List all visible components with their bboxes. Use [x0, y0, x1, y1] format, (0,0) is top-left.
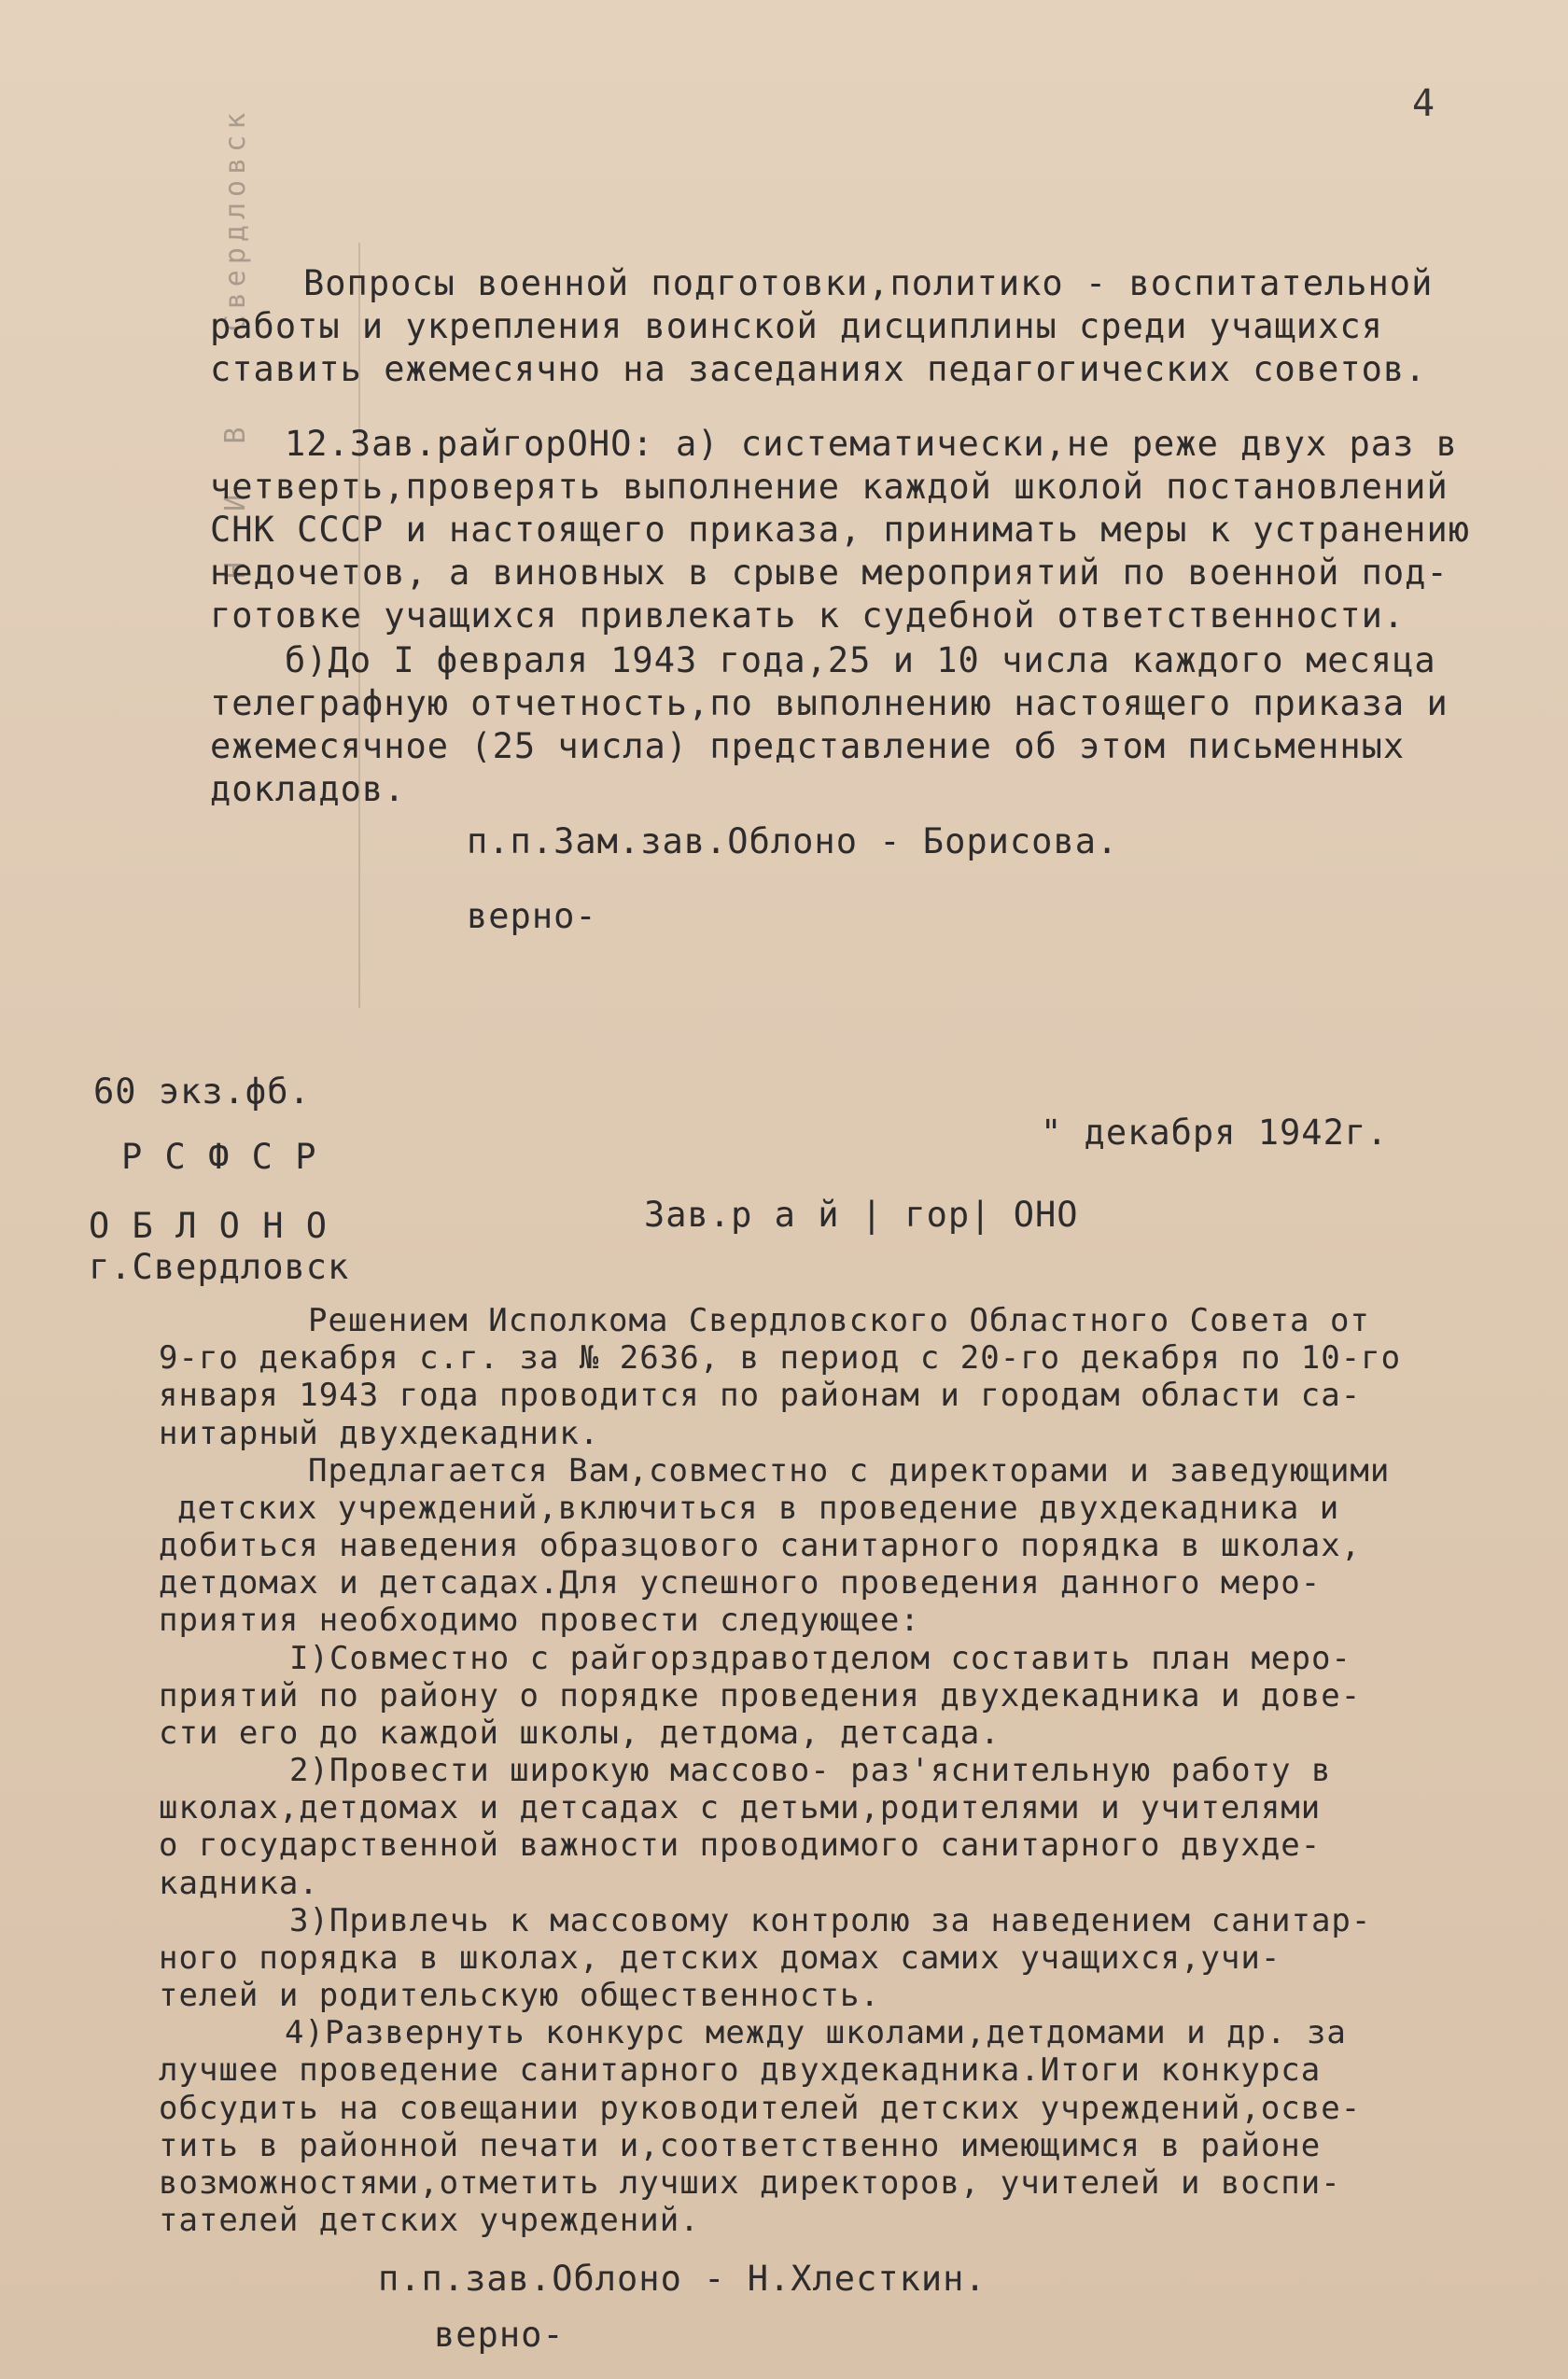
org-line-city: г.Свердловск [89, 1247, 350, 1287]
order1-line: б)До I февраля 1943 года,25 и 10 числа каждого месяца [285, 640, 1436, 680]
order1-line: Вопросы военной подготовки,политико - воспитательной [303, 263, 1434, 303]
letter-line: о государственной важности проводимого санитарного двухде- [159, 1826, 1322, 1864]
order1-line: четверть,проверять выполнение каждой школой постановлений [210, 467, 1449, 507]
letter-line: 2)Провести широкую массово- раз'яснительную работу в [289, 1752, 1332, 1789]
letter-line: 4)Развернуть конкурс между школами,детдомами и др. за [285, 2014, 1347, 2051]
letter-line: сти его до каждой школы, детдома, детсада. [159, 1714, 1001, 1752]
letter-line: 9-го декабря с.г. за № 2636, в период с 20-го декабря по 10-го [159, 1339, 1402, 1377]
order1-line: 12.Зав.райгорОНО: а) систематически,не реже двух раз в [285, 424, 1458, 464]
letter-line: тателей детских учреждений. [159, 2202, 700, 2239]
letter-line: 3)Привлечь к массовому контролю за наведением санитар- [289, 1902, 1372, 1939]
org-line-oblono: О Б Л О Н О [89, 1206, 329, 1246]
letter-line: детских учреждений,включиться в проведение двухдекадника и [177, 1490, 1340, 1527]
letter-line: школах,детдомах и детсадах с детьми,родителями и учителями [159, 1789, 1322, 1826]
order1-line: ставить ежемесячно на заседаниях педагогических советов. [210, 349, 1427, 389]
addressee: Зав.р а й | гор| ОНО [644, 1195, 1079, 1235]
page-number: 4 [1412, 82, 1435, 125]
order1-line: СНК СССР и настоящего приказа, принимать меры к устранению [210, 510, 1471, 550]
letter-line: приятий по району о порядке проведения двухдекадника и дове- [159, 1677, 1362, 1714]
letter-line: Предлагается Вам,совместно с директорами и заведующими [308, 1452, 1391, 1490]
letter-line: детдомах и детсадах.Для успешного проведения данного меро- [159, 1564, 1322, 1602]
order1-verno: верно- [467, 896, 597, 936]
letter-line: лучшее проведение санитарного двухдекадника.Итоги конкурса [159, 2051, 1322, 2089]
order1-signature: п.п.Зам.зав.Облоно - Борисова. [467, 821, 1119, 861]
order1-line: телеграфную отчетность,по выполнению настоящего приказа и [210, 683, 1449, 723]
order1-line: докладов. [210, 769, 406, 809]
letter-line: телей и родительскую общественность. [159, 1977, 880, 2014]
letter-verno: верно- [434, 2315, 565, 2355]
letter-signature: п.п.зав.Облоно - Н.Хлесткин. [378, 2259, 987, 2299]
org-line-rsfsr: Р С Ф С Р [121, 1137, 317, 1177]
letter-line: I)Совместно с райгорздравотделом составить план меро- [289, 1640, 1351, 1677]
order1-line: готовке учащихся привлекать к судебной ответственности. [210, 595, 1406, 636]
letter-line: января 1943 года проводится по районам и городам области са- [159, 1377, 1362, 1414]
letter-line: ного порядка в школах, детских домах самих учащихся,учи- [159, 1939, 1281, 1977]
order1-line: недочетов, а виновных в срыве мероприятий по военной под- [210, 553, 1449, 593]
copies-note: 60 экз.фб. [93, 1071, 311, 1112]
letter-line: обсудить на совещании руководителей детских учреждений,осве- [159, 2090, 1362, 2127]
letter-line: нитарный двухдекадник. [159, 1415, 600, 1452]
order1-line: работы и укрепления воинской дисциплины среди учащихся [210, 306, 1383, 346]
letter-line: добиться наведения образцового санитарного порядка в школах, [159, 1527, 1362, 1564]
letter-line: приятия необходимо провести следующее: [159, 1602, 920, 1639]
letter-line: возможностями,отметить лучших директоров, учителей и воспи- [159, 2164, 1341, 2202]
side-stamp-faint: Н И В Свердловск [219, 106, 252, 579]
letter-line: кадника. [159, 1865, 319, 1902]
letter-line: Решением Исполкома Свердловского Областного Совета от [308, 1302, 1370, 1339]
letter-line: тить в районной печати и,соответственно имеющимся в районе [159, 2127, 1322, 2164]
letter-date: " декабря 1942г. [1041, 1113, 1389, 1153]
order1-line: ежемесячное (25 числа) представление об этом письменных [210, 726, 1406, 766]
